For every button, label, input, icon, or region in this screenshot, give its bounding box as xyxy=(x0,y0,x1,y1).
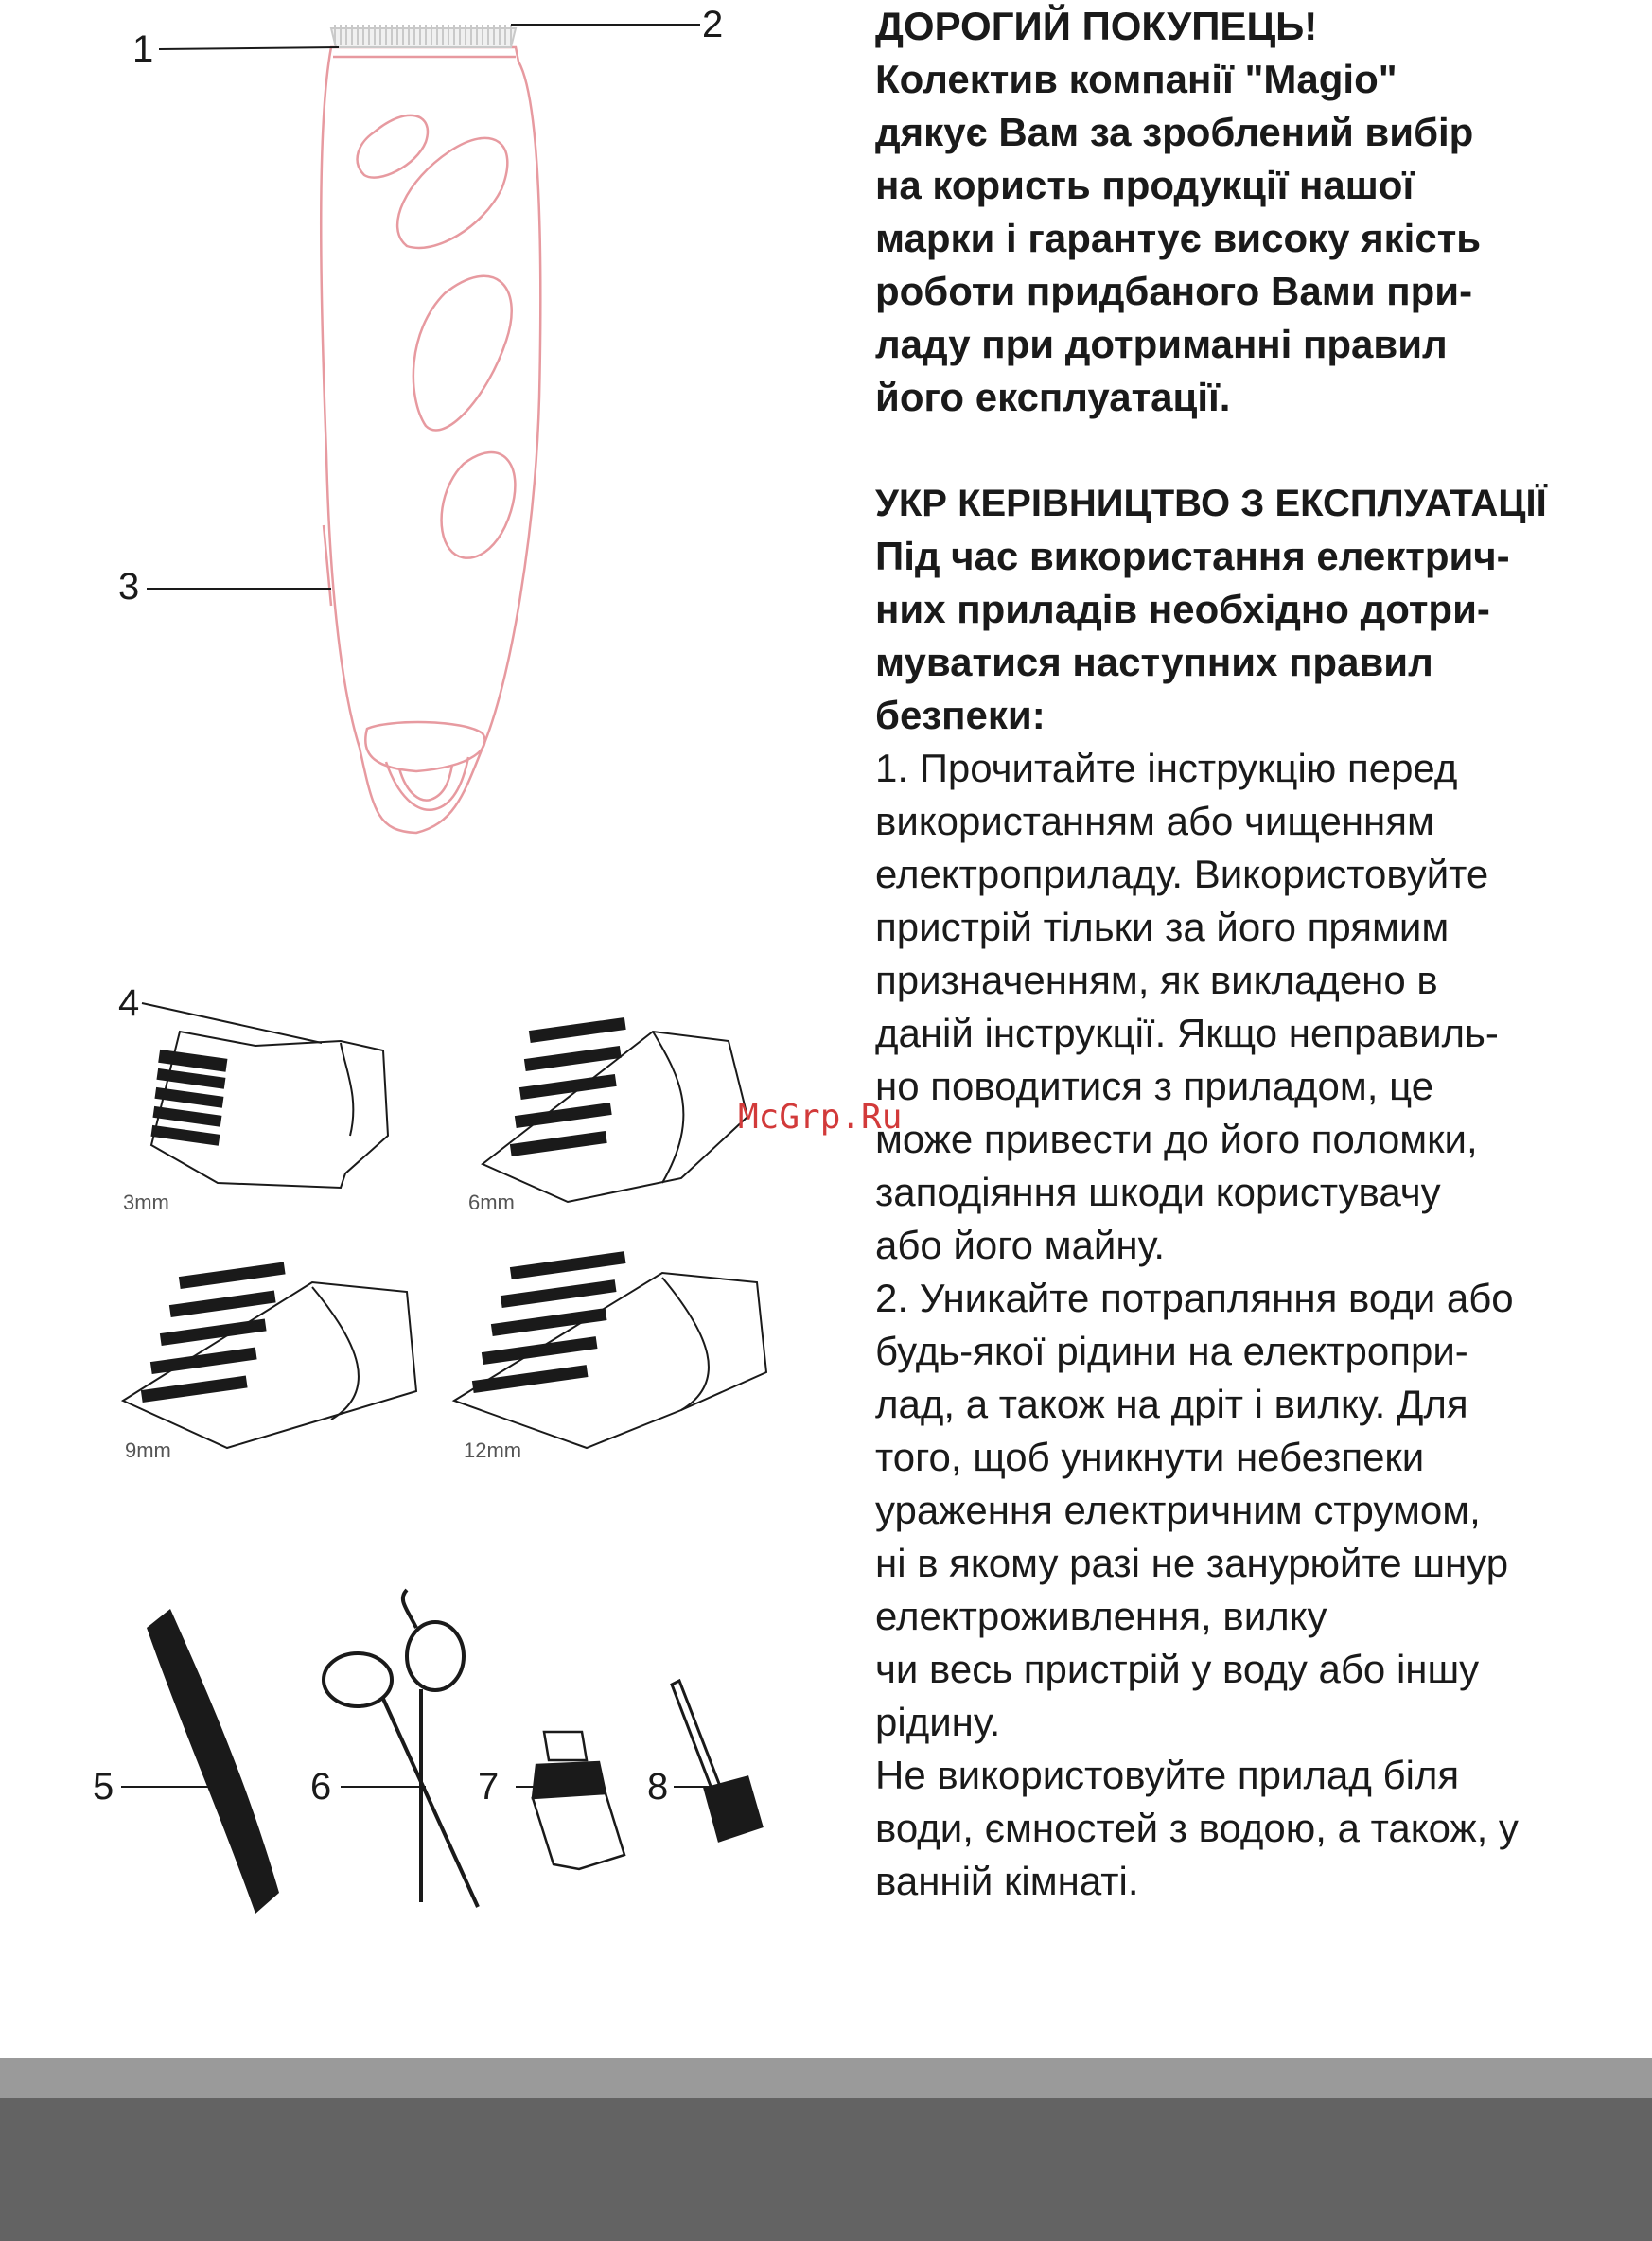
intro-line: муватися наступних правил xyxy=(875,640,1433,684)
body-line: може привести до його поломки, xyxy=(875,1117,1478,1161)
comb-attachment-6mm xyxy=(483,1018,747,1202)
greeting-line: марки і гарантує високу якість xyxy=(875,216,1482,260)
intro-line: Під час використання електрич- xyxy=(875,534,1510,578)
greeting-block xyxy=(875,0,1575,424)
greeting-line: ДОРОГИЙ ПОКУПЕЦЬ! xyxy=(875,4,1318,48)
body-line: або його майну. xyxy=(875,1223,1166,1267)
cleaning-brush-illustration xyxy=(672,1681,762,1841)
callout-number: 5 xyxy=(93,1766,114,1808)
body-line: будь-якої рідини на електропри- xyxy=(875,1329,1468,1373)
callout-lines xyxy=(121,25,719,1787)
comb-attachment-3mm xyxy=(151,1032,388,1188)
intro-line: безпеки: xyxy=(875,693,1046,737)
body-line: но поводитися з приладом, це xyxy=(875,1064,1434,1108)
greeting-line: Колектив компанії "Magio" xyxy=(875,57,1397,101)
callout-number: 7 xyxy=(478,1766,500,1808)
scissors-illustration xyxy=(324,1590,478,1907)
greeting-line: ладу при дотриманні правил xyxy=(875,322,1448,366)
body-line: призначенням, як викладено в xyxy=(875,958,1438,1002)
hair-clipper-illustration xyxy=(321,47,540,833)
body-line: того, щоб уникнути небезпеки xyxy=(875,1435,1425,1479)
comb-size-label: 6mm xyxy=(468,1191,515,1214)
body-line: даній інструкції. Якщо неправиль- xyxy=(875,1011,1499,1055)
body-line: води, ємностей з водою, а також, у xyxy=(875,1806,1519,1850)
body-line: ванній кімнаті. xyxy=(875,1859,1139,1903)
body-line: 2. Уникайте потрапляння води або xyxy=(875,1276,1514,1320)
greeting-line: роботи придбаного Вами при- xyxy=(875,269,1473,313)
footer-band-dark xyxy=(0,2098,1652,2241)
callout-number: 4 xyxy=(118,982,140,1024)
comb-size-label: 9mm xyxy=(125,1438,171,1462)
comb-size-label: 3mm xyxy=(123,1191,169,1214)
safety-rules-body xyxy=(875,742,1575,1908)
clipper-blade xyxy=(331,25,516,47)
body-line: електроживлення, вилку xyxy=(875,1594,1327,1638)
body-line: використанням або чищенням xyxy=(875,799,1434,843)
body-line: електроприладу. Використовуйте xyxy=(875,852,1489,896)
comb-attachment-12mm xyxy=(454,1252,766,1448)
body-line: лад, а також на дріт і вилку. Для xyxy=(875,1382,1468,1426)
illustrations xyxy=(0,0,852,1987)
body-line: ураження електричним струмом, xyxy=(875,1488,1481,1532)
callout-number: 1 xyxy=(132,28,154,70)
callout-number: 6 xyxy=(310,1766,332,1808)
body-line: заподіяння шкоди користувачу xyxy=(875,1170,1441,1214)
footer-band-light xyxy=(0,2058,1652,2098)
greeting-line: на користь продукції нашої xyxy=(875,163,1415,207)
body-line: пристрій тільки за його прямим xyxy=(875,905,1450,949)
section-heading: УКР КЕРІВНИЦТВО З ЕКСПЛУАТАЦІЇ xyxy=(875,483,1547,524)
body-line: Не використовуйте прилад біля xyxy=(875,1753,1460,1797)
watermark: McGrp.Ru xyxy=(738,1098,903,1137)
intro-line: них приладів необхідно дотри- xyxy=(875,587,1490,631)
cleaning-comb-illustration xyxy=(147,1609,279,1914)
body-line: чи весь пристрій у воду або іншу xyxy=(875,1647,1480,1691)
manual-intro xyxy=(875,477,1575,742)
greeting-line: його експлуатації. xyxy=(875,375,1231,419)
instruction-text-column xyxy=(875,0,1575,1908)
callout-number: 3 xyxy=(118,566,140,608)
comb-size-label: 12mm xyxy=(464,1438,522,1462)
comb-attachment-9mm xyxy=(123,1263,416,1448)
body-line: 1. Прочитайте інструкцію перед xyxy=(875,746,1458,790)
oil-bottle-illustration xyxy=(533,1732,624,1869)
callout-number: 8 xyxy=(647,1766,669,1808)
body-line: ні в якому разі не занурюйте шнур xyxy=(875,1541,1509,1585)
callout-number: 2 xyxy=(702,4,724,45)
body-line: рідину. xyxy=(875,1700,1001,1744)
greeting-line: дякує Вам за зроблений вибір xyxy=(875,110,1474,154)
